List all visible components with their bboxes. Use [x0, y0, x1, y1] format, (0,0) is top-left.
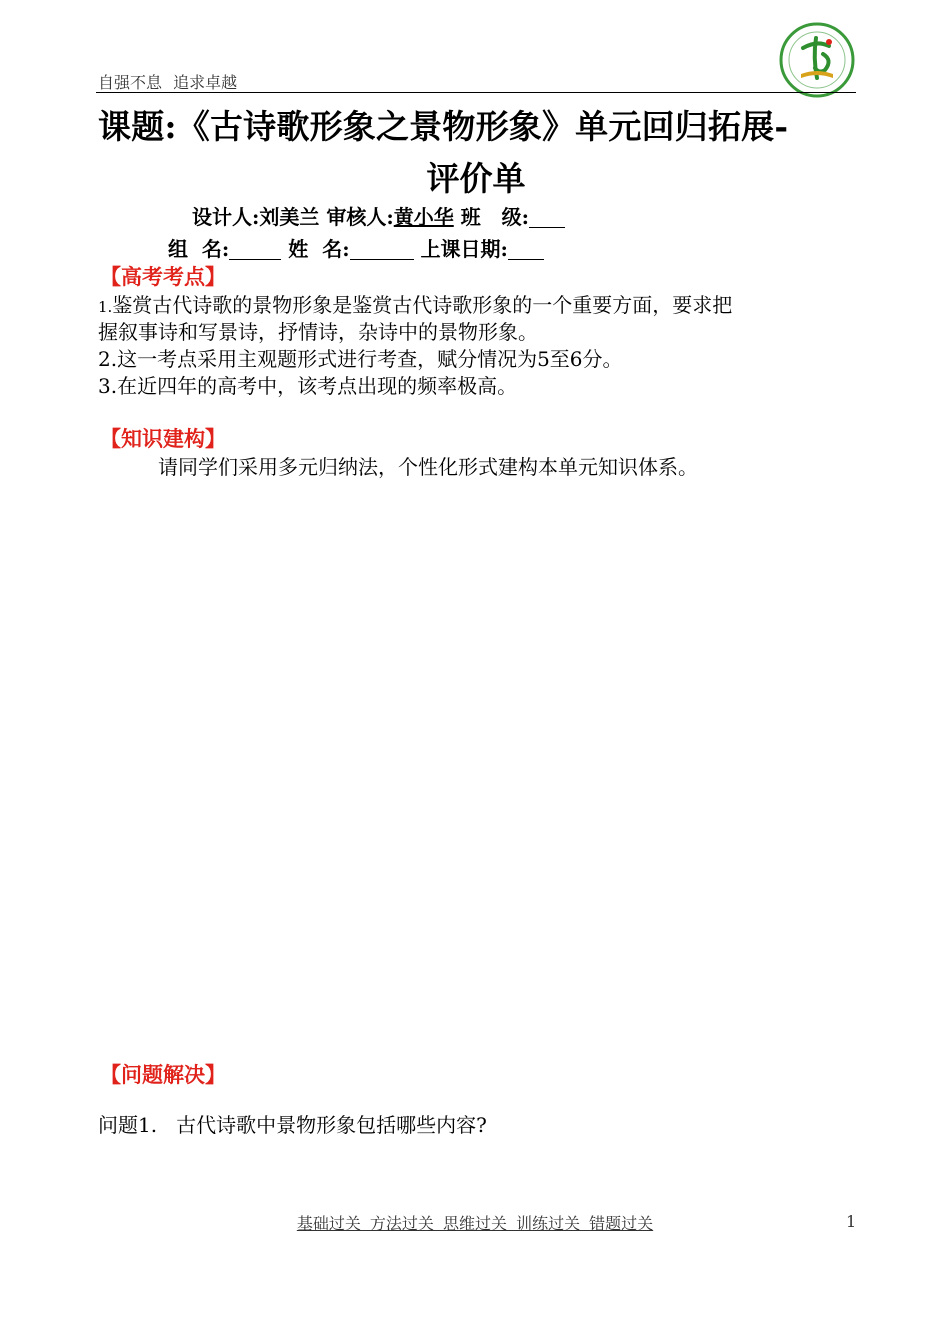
title-line1: 课题:《古诗歌形象之景物形象》单元回归拓展-	[98, 107, 789, 146]
problem-heading: 【问题解决】	[100, 1062, 226, 1087]
name-label: 姓 名:	[288, 237, 350, 261]
meta-row-2	[168, 235, 544, 263]
exam-point-2: 2.这一考点采用主观题形式进行考查，赋分情况为5至6分。	[98, 347, 623, 371]
exam-point-1-cont: 握叙事诗和写景诗，抒情诗，杂诗中的景物形象。	[98, 320, 538, 344]
title-line2: 评价单	[426, 159, 526, 198]
reviewer-name: 黄小华	[393, 205, 454, 229]
meta-row-1	[192, 203, 565, 231]
date-blank[interactable]	[508, 239, 544, 260]
question-1: 问题1. 古代诗歌中景物形象包括哪些内容?	[98, 1113, 487, 1137]
footer	[0, 1211, 950, 1234]
knowledge-text: 请同学们采用多元归纳法，个性化形式建构本单元知识体系。	[158, 455, 698, 479]
exam-point-1-line1: 鉴赏古代诗歌的景物形象是鉴赏古代诗歌形象的一个重要方面，要求把	[112, 293, 733, 317]
exam-point-1	[98, 291, 858, 321]
page-number: 1	[846, 1212, 857, 1231]
group-blank[interactable]	[229, 239, 281, 260]
reviewer-label: 审核人:	[326, 205, 394, 229]
designer-label: 设计人:刘美兰	[192, 205, 320, 229]
exam-points-heading: 【高考考点】	[100, 264, 226, 289]
class-blank[interactable]	[529, 207, 565, 228]
date-label: 上课日期:	[420, 237, 508, 261]
exam-point-1-number: 1.	[98, 298, 113, 316]
footer-links: 基础过关 方法过关 思维过关 训练过关 错题过关	[296, 1214, 654, 1233]
name-blank[interactable]	[350, 239, 414, 260]
class-label: 班 级:	[460, 205, 529, 229]
header-motto: 自强不息 追求卓越	[98, 73, 238, 92]
group-label: 组 名:	[168, 237, 230, 261]
knowledge-heading: 【知识建构】	[100, 426, 226, 451]
school-logo	[779, 22, 855, 98]
exam-point-3: 3.在近四年的高考中，该考点出现的频率极高。	[98, 374, 518, 398]
header-rule	[96, 92, 856, 93]
